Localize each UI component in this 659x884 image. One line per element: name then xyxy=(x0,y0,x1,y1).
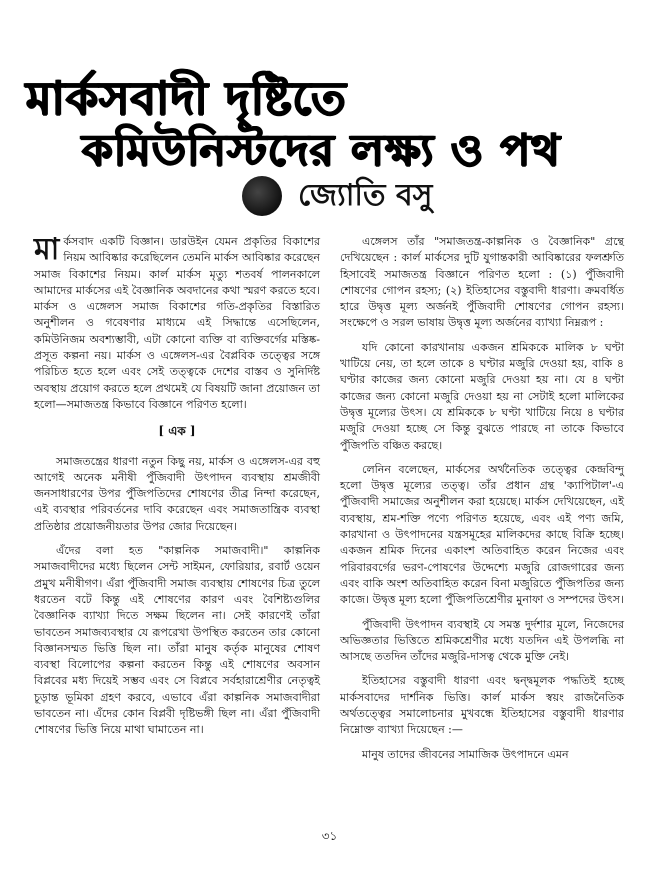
paragraph: যদি কোনো কারখানায় একজন শ্রমিককে মালিক ৮ ঘণ্টা খাটিয়ে নেয়, তা হলে তাকে ৪ ঘণ্টার মজুরি দেওয়া হয়, বাকি ৪ ঘণ্টার কাজের জন্য কোনো মজুরি দেওয়া হয় না। যে ৪ ঘণ্টা কাজের জন্য কোনো মজুরি দেওয়া হয় না সেটাই হলো মালিকের উদ্বৃত্ত মূল্যের উৎস। যে শ্রমিককে ৮ ঘণ্টা খাটিয়ে নিয়ে ৪ ঘণ্টার মজুরি দেওয়া হচ্ছে সে কিন্তু বুঝতে পারছে না তাকে কিভাবে পুঁজিপতি বঞ্চিত করছে। xyxy=(340,340,624,452)
article-title xyxy=(18,70,638,178)
paragraph: ইতিহাসের বস্তুবাদী ধারণা এবং দ্বন্দ্বমূলক পদ্ধতিই হচ্ছে মার্কসবাদের দার্শনিক ভিত্তি। কার্ল মার্কস স্বয়ং রাজনৈতিক অর্থতত্ত্বের সমালোচনার মুখবন্ধে ইতিহাসের বস্তুবাদী ধারণার নিম্নোক্ত ব্যাখ্যা দিয়েছেন :— xyxy=(340,674,624,737)
paragraph: সমাজতন্ত্রের ধারণা নতুন কিছু নয়, মার্কস ও এঙ্গেলস-এর বহু আগেই অনেক মনীষী পুঁজিবাদী উৎপাদন ব্যবস্থায় শ্রমজীবী জনসাধারণের উপর পুঁজিপতিদের শোষণের তীব্র নিন্দা করেছেন, এই ব্যবস্থার পরিবর্তনের দাবি করেছেন এবং সমাজতান্ত্রিক ব্যবস্থা প্রতিষ্ঠার প্রয়োজনীয়তার উপর জোর দিয়েছেন। xyxy=(34,454,320,533)
paragraph: মানুষ তাদের জীবনের সামাজিক উৎপাদনে এমন xyxy=(362,747,569,761)
title-line-1: মার্কসবাদী দৃষ্টিতে xyxy=(26,71,347,125)
section-heading: [ এক ] xyxy=(158,424,196,439)
page-number: ৩১ xyxy=(321,829,338,843)
paragraph: পুঁজিবাদী উৎপাদন ব্যবস্থাই যে সমস্ত দুর্দশার মূলে, নিজেদের অভিজ্ঞতার ভিত্তিতে শ্রমিকশ্রেণীর মধ্যে যতদিন এই উপলব্ধি না আসছে ততদিন তাঁদের মজুরি-দাসত্ব থেকে মুক্তি নেই। xyxy=(340,617,624,664)
author-ornament-icon xyxy=(242,176,282,216)
paragraph-text: র্কসবাদ একটি বিজ্ঞান। ডারউইন যেমন প্রকৃতির বিকাশের নিয়ম আবিষ্কার করেছিলেন তেমনি মার্কস আবিষ্কার করেছেন সমাজ বিকাশের নিয়ম। কার্ল মার্কস মৃত্যু শতবর্ষ পালনকালে আমাদের মার্কসের এই বৈজ্ঞানিক অবদানের কথা স্মরণ করতে হবে। মার্কস ও এঙ্গেলস সমাজ বিকাশের গতি-প্রকৃতির বিস্তারিত অনুশীলন ও গবেষণার মাধ্যমে এই সিদ্ধান্তে এসেছিলেন, কমিউনিজম অবশ্যম্ভাবী, এটা কোনো ব্যক্তি বা ব্যক্তিবর্গের মস্তিষ্ক-প্রসূত কল্পনা নয়। মার্কস ও এঙ্গেলস-এর বৈপ্লবিক তত্ত্বের সঙ্গে পরিচিত হতে হলে এবং সেই তত্ত্বকে দেশের বাস্তব ও সুনির্দিষ্ট অবস্থায় প্রয়োগ করতে হলে প্রথমেই যে বিষয়টি জানা প্রয়োজন তা হলো—সমাজতন্ত্র কিভাবে বিজ্ঞানে পরিণত হলো। xyxy=(34,235,320,411)
right-column xyxy=(340,234,624,771)
paragraph: এঁদের বলা হত "কাল্পনিক সমাজবাদী।" কাল্পনিক সমাজবাদীদের মধ্যে ছিলেন সেন্ট সাইমন, ফোরিয়ার, রবার্ট ওয়েন প্রমুখ মনীষীগণ। এঁরা পুঁজিবাদী সমাজ ব্যবস্থায় শোষণের চিত্র তুলে ধরতেন বটে কিন্তু এই শোষণের কারণ এবং বৈশিষ্ট্যগুলির বৈজ্ঞানিক ব্যাখ্যা দিতে সক্ষম ছিলেন না। সেই কারণেই তাঁরা ভাবতেন সমাজব্যবস্থার যে রূপরেখা উপস্থিত করতেন তার কোনো বিজ্ঞানসম্মত ভিত্তি ছিল না। তাঁরা মানুষ কর্তৃক মানুষের শোষণ ব্যবস্থা বিলোপের কল্পনা করতেন কিন্তু এই শোষণের অবসান বিপ্লবের মধ্য দিয়েই সম্ভব এবং সে বিপ্লবে সর্বহারাশ্রেণীর নেতৃত্বই চূড়ান্ত ভূমিকা গ্রহণ করবে, এভাবে এঁরা কাল্পনিক সমাজবাদীরা ভাবতেন না। এঁদের কোন বিপ্লবী দৃষ্টিভঙ্গী ছিল না। এঁরা পুঁজিবাদী শোষণের ভিত্তি নিয়ে মাথা ঘামাতেন না। xyxy=(34,544,320,737)
paragraph: লেনিন বলেছেন, মার্কসের অর্থনৈতিক তত্ত্বের কেন্দ্রবিন্দু হলো উদ্বৃত্ত মূল্যের তত্ত্ব। তাঁর প্রধান গ্রন্থ 'ক্যাপিটাল'-এ পুঁজিবাদী সমাজের অনুশীলন করা হয়েছে। মার্কস দেখিয়েছেন, এই ব্যবস্থায়, শ্রম-শক্তি পণ্যে পরিণত হয়েছে, এবং এই পণ্য জমি, কারখানা ও উৎপাদনের যন্ত্রসমূহের মালিকদের কাছে বিক্রি হচ্ছে। একজন শ্রমিক দিনের একাংশ অতিবাহিত করেন নিজের এবং পরিবারবর্গের ভরণ-পোষণের উদ্দেশ্যে মজুরি রোজগারের জন্য এবং বাকি অংশ অতিবাহিত করেন বিনা মজুরিতে পুঁজিপতির জন্য কাজে। উদ্বৃত্ত মূল্য হলো পুঁজিপতিশ্রেণীর মুনাফা ও সম্পদের উৎস। xyxy=(340,462,624,607)
dropcap: মা xyxy=(34,232,60,267)
paragraph xyxy=(34,234,320,413)
title-line-2: কমিউনিস্টদের লক্ষ্য ও পথ xyxy=(82,125,561,176)
byline xyxy=(242,174,432,218)
left-column xyxy=(34,234,320,747)
author-name: জ্যোতি বসু xyxy=(298,177,433,213)
paragraph: এঙ্গেলস তাঁর "সমাজতন্ত্র-কাল্পনিক ও বৈজ্ঞানিক" গ্রন্থে দেখিয়েছেন : কার্ল মার্কসের দুটি যুগান্তকারী আবিষ্কারের ফলশ্রুতি হিসাবেই সমাজতন্ত্র বিজ্ঞানে পরিণত হলো : (১) পুঁজিবাদী শোষণের গোপন রহস্য; (২) ইতিহাসের বস্তুবাদী ধারণা। ক্রমবর্ধিত হারে উদ্বৃত্ত মূল্য অর্জনই পুঁজিবাদী শোষণের গোপন রহস্য। সংক্ষেপে ও সরল ভাষায় উদ্বৃত্ত মূল্য অর্জনের ব্যাখ্যা নিম্নরূপ : xyxy=(340,235,624,330)
